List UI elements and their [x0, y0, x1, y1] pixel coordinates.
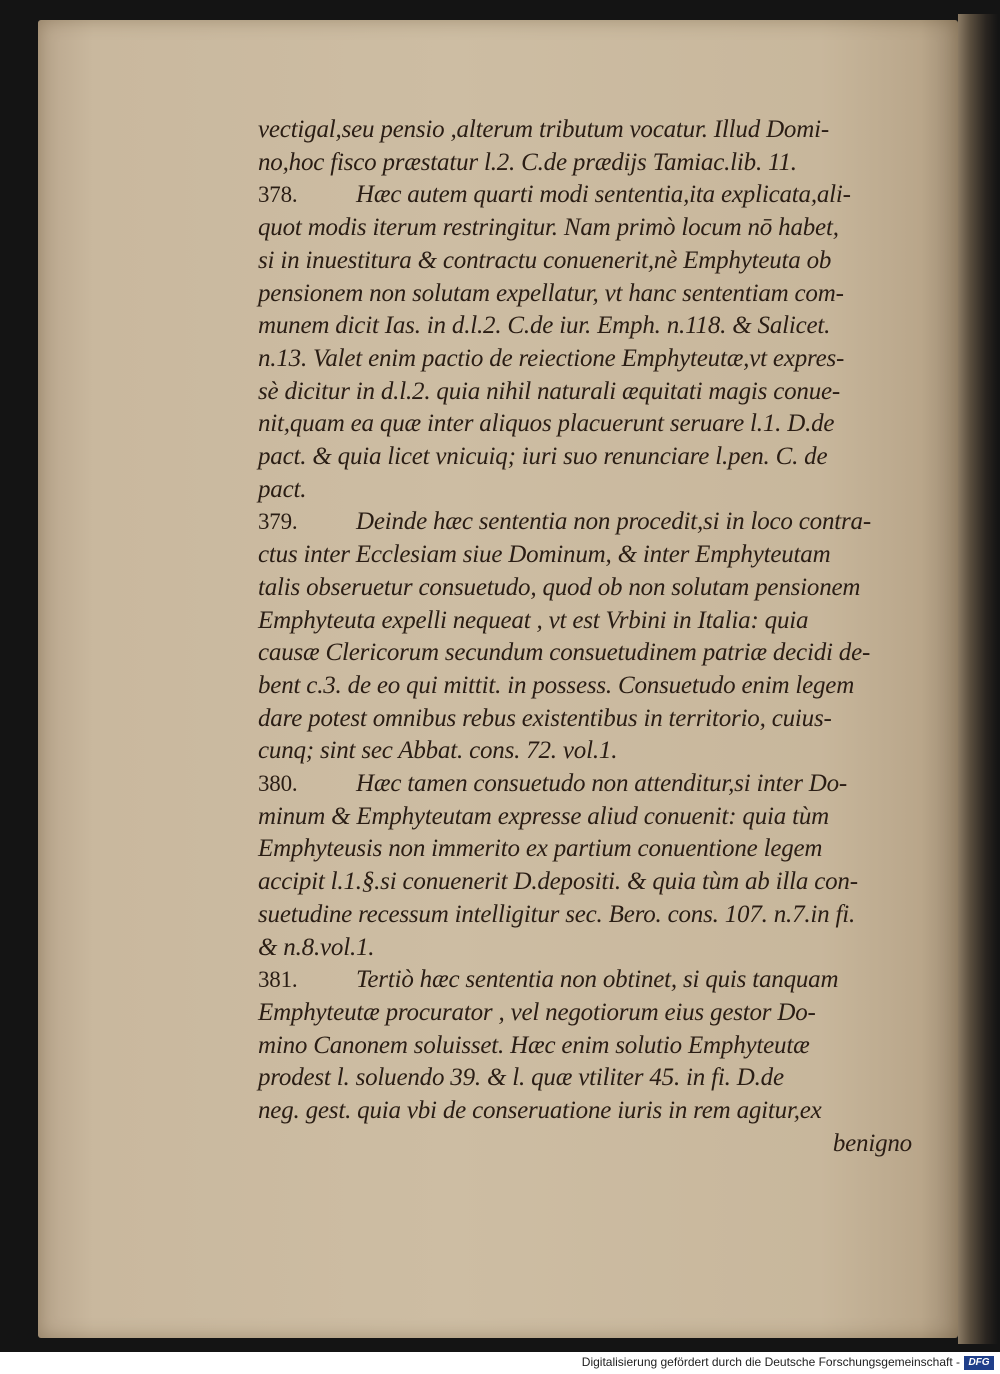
text-line	[258, 1063, 784, 1093]
text-line	[258, 704, 832, 734]
page-text-block	[258, 115, 920, 1175]
line-text: causæ Clericorum secundum consuetudinem patriæ decidi de-	[258, 639, 871, 667]
line-text: talis obseruetur consuetudo, quod ob non solutam pensionem	[258, 573, 861, 601]
text-line	[258, 409, 834, 439]
line-text: Deinde hæc sententia non procedit,si in loco contra-	[356, 508, 871, 536]
text-line	[258, 998, 816, 1028]
line-text: Emphyteuta expelli nequeat , vt est Vrbini in Italia: quia	[258, 606, 809, 634]
line-text: dare potest omnibus rebus existentibus in territorio, cuius-	[258, 704, 832, 732]
page-edge-shadow	[958, 14, 998, 1344]
line-text: bent c.3. de eo qui mittit. in possess. Consuetudo enim legem	[258, 671, 855, 699]
footer-credit: Digitalisierung gefördert durch die Deutsche Forschungsgemeinschaft -	[581, 1355, 960, 1369]
text-line	[258, 540, 830, 570]
line-text: quot modis iterum restringitur. Nam primò locum nō habet,	[258, 214, 839, 242]
text-line	[258, 442, 827, 472]
line-text: Emphyteutæ procurator , vel negotiorum eius gestor Do-	[258, 998, 816, 1026]
line-text: Hæc autem quarti modi sententia,ita explicata,ali-	[356, 181, 851, 209]
text-line	[258, 802, 829, 832]
line-text: prodest l. soluendo 39. & l. quæ vtiliter 45. in fi. D.de	[258, 1064, 784, 1092]
numbered-paragraph-line	[258, 965, 838, 995]
text-line	[258, 606, 808, 636]
line-text: & n.8.vol.1.	[258, 933, 375, 961]
line-text: munem dicit Ias. in d.l.2. C.de iur. Emph. n.118. & Salicet.	[258, 312, 831, 340]
text-line	[258, 867, 858, 897]
paragraph-number: 380.	[258, 771, 298, 796]
text-line	[258, 1096, 822, 1126]
line-text: Tertiò hæc sententia non obtinet, si quis tanquam	[356, 966, 839, 994]
line-text: Emphyteusis non immerito ex partium conuentione legem	[258, 835, 823, 863]
text-line	[258, 148, 797, 178]
line-text: ctus inter Ecclesiam siue Dominum, & inter Emphyteutam	[258, 541, 831, 569]
text-line	[258, 344, 844, 374]
line-text: pact. & quia licet vnicuiq; iuri suo renunciare l.pen. C. de	[258, 443, 828, 470]
numbered-paragraph-line	[258, 769, 847, 799]
text-line	[258, 213, 839, 243]
paragraph-number: 379.	[258, 509, 298, 535]
numbered-paragraph-line	[258, 180, 851, 210]
line-text: cunq; sint sec Abbat. cons. 72. vol.1.	[258, 737, 618, 765]
line-text: neg. gest. quia vbi de conseruatione iuris in rem agitur,ex	[258, 1097, 822, 1124]
text-line	[258, 311, 830, 341]
paragraph-number: 381.	[258, 967, 298, 993]
line-text: n.13. Valet enim pactio de reiectione Emphyteutæ,vt expres-	[258, 344, 845, 372]
text-line	[258, 933, 374, 963]
text-line	[258, 115, 829, 145]
line-text: vectigal,seu pensio ,alterum tributum vocatur. Illud Domi-	[258, 116, 829, 143]
line-text: mino Canonem soluisset. Hæc enim solutio Emphyteutæ	[258, 1031, 810, 1059]
dfg-logo: DFG	[964, 1356, 994, 1370]
text-line	[258, 834, 822, 864]
text-line	[258, 475, 306, 505]
line-text: sè dicitur in d.l.2. quia nihil naturali æquitati magis conue-	[258, 377, 841, 405]
numbered-paragraph-line	[258, 507, 871, 537]
line-text: accipit l.1.§.si conuenerit D.depositi. & quia tùm ab illa con-	[258, 868, 858, 896]
line-text: minum & Emphyteutam expresse aliud conuenit: quia tùm	[258, 802, 830, 830]
paragraph-number: 378.	[258, 182, 298, 208]
line-text: suetudine recessum intelligitur sec. Bero. cons. 107. n.7.in fi.	[258, 900, 856, 928]
line-text: si in inuestitura & contractu conuenerit,nè Emphyteuta ob	[258, 246, 832, 274]
footer-bar	[0, 1352, 1000, 1374]
line-text: pensionem non solutam expellatur, vt hanc sententiam com-	[258, 279, 844, 307]
text-line	[258, 377, 840, 407]
catchword: benigno	[832, 1129, 912, 1157]
text-line	[258, 279, 844, 309]
line-text: Hæc tamen consuetudo non attenditur,si inter Do-	[356, 770, 848, 797]
text-line	[258, 671, 854, 701]
text-line	[258, 900, 855, 930]
line-text: pact.	[258, 475, 307, 503]
text-line	[258, 246, 831, 276]
text-line	[258, 573, 860, 603]
text-line	[258, 1031, 810, 1061]
line-text: no,hoc fisco præstatur l.2. C.de prædijs Tamiac.lib. 11.	[258, 148, 797, 176]
text-line	[258, 638, 870, 668]
line-text: nit,quam ea quæ inter aliquos placuerunt seruare l.1. D.de	[258, 410, 835, 438]
text-line	[258, 736, 617, 766]
